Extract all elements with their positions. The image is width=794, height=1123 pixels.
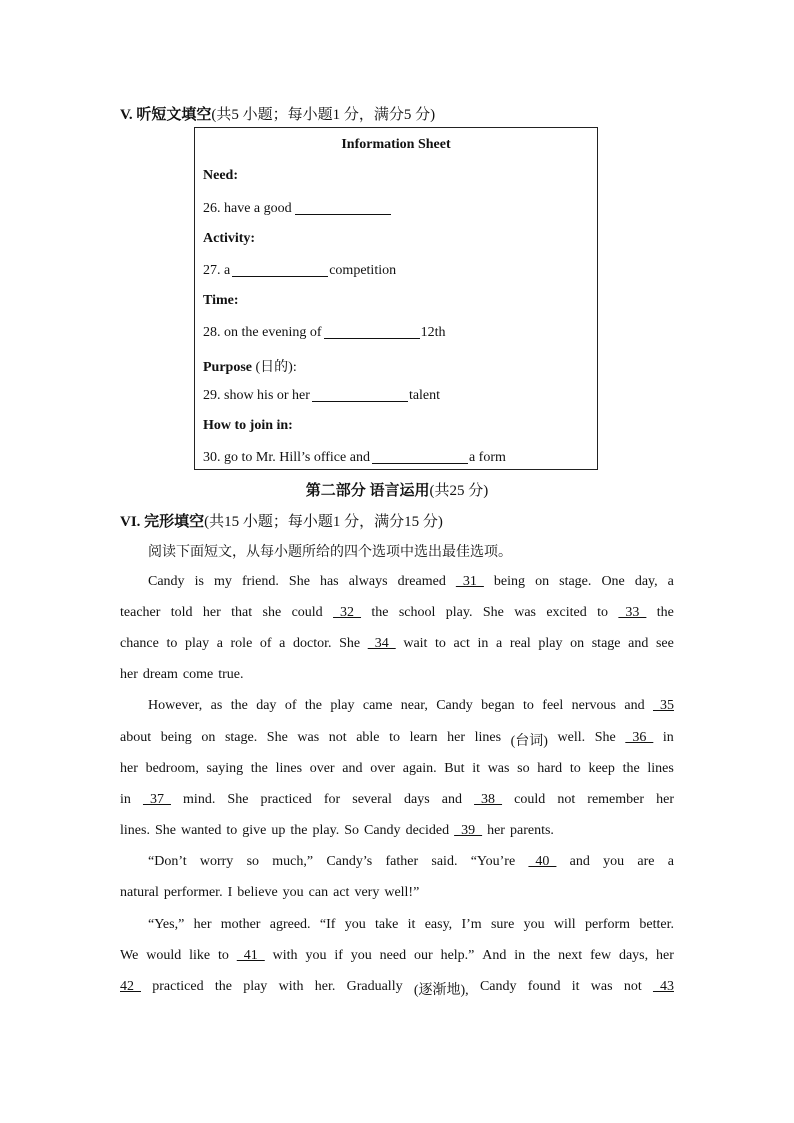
- passage-word: her: [447, 730, 466, 745]
- passage-word: school: [398, 605, 436, 620]
- blank-number[interactable]: 32: [333, 605, 362, 620]
- passage-word: to: [569, 761, 581, 776]
- section-5-note: (共5 小题；每小题1 分，满分5 分): [211, 107, 436, 123]
- passage-word: chance: [120, 636, 159, 651]
- passage-word: play.: [312, 823, 340, 838]
- passage-word: our: [414, 948, 433, 963]
- passage-word: a: [667, 854, 674, 869]
- passage-word: take: [375, 917, 399, 932]
- passage-word: on: [201, 730, 216, 745]
- passage-word: her: [120, 667, 138, 682]
- passage-word: lines: [474, 730, 502, 745]
- activity-label: Activity:: [203, 231, 256, 246]
- purpose-label: Purpose: [203, 360, 252, 375]
- passage-word: nervous: [571, 698, 616, 713]
- passage-word: not: [623, 979, 642, 994]
- passage-word: a: [667, 574, 674, 589]
- passage-word: She: [482, 605, 504, 620]
- passage-word: to: [217, 948, 229, 963]
- passage-word: you: [523, 917, 545, 932]
- passage-word: stage.: [559, 574, 592, 589]
- passage-word: practiced: [152, 979, 204, 994]
- passage-word: to: [166, 636, 178, 651]
- passage-word: But: [444, 761, 465, 776]
- passage-word: in: [477, 636, 489, 651]
- passage-word: better.: [639, 917, 674, 932]
- passage-word: not: [328, 730, 347, 745]
- join-label: How to join in:: [203, 418, 293, 433]
- passage-word: the: [622, 761, 640, 776]
- passage-word: few: [590, 948, 612, 963]
- passage-word: day: [256, 698, 277, 713]
- passage-word: lines: [275, 761, 303, 776]
- passage-word: “Don’t: [148, 854, 187, 869]
- passage-word: in: [120, 792, 131, 807]
- passage-word: so: [517, 761, 530, 776]
- passage-word: well.: [557, 730, 586, 745]
- passage-word: much,”: [272, 854, 314, 869]
- passage-word: keep: [588, 761, 615, 776]
- passage-word: play: [330, 698, 355, 713]
- item-29-post: talent: [408, 388, 441, 403]
- passage-word: need: [379, 948, 407, 963]
- passage-word: her: [656, 792, 674, 807]
- passage-word: to: [226, 823, 238, 838]
- passage-word: near,: [400, 698, 428, 713]
- passage-word: always: [348, 574, 388, 589]
- passage-word: you: [603, 854, 625, 869]
- passage-word: has: [319, 574, 339, 589]
- passage-word: (台词): [510, 734, 548, 749]
- passage-word: my: [214, 574, 232, 589]
- blank-number[interactable]: 38: [474, 792, 503, 807]
- passage-word: very: [354, 885, 380, 900]
- passage-word: found: [527, 979, 561, 994]
- passage-word: (逐渐地),: [413, 983, 469, 998]
- blank-number[interactable]: 34: [367, 636, 396, 651]
- passage-word: you: [282, 885, 304, 900]
- passage-word: teacher: [120, 605, 161, 620]
- passage-word: Candy’s: [326, 854, 373, 869]
- passage-word: play: [538, 636, 563, 651]
- passage-line: [148, 698, 674, 714]
- passage-word: agreed.: [269, 917, 311, 932]
- blank-number[interactable]: 42: [120, 979, 141, 994]
- passage-word: She: [594, 730, 616, 745]
- passage-word: saying: [206, 761, 244, 776]
- passage-line: [148, 917, 674, 933]
- passage-word: She: [227, 792, 249, 807]
- time-label: Time:: [203, 293, 239, 308]
- passage-word: to: [597, 605, 609, 620]
- passage-word: could: [291, 605, 323, 620]
- blank-29[interactable]: [312, 387, 408, 402]
- passage-word: was: [487, 761, 510, 776]
- passage-word: parents.: [509, 823, 554, 838]
- passage-word: the: [533, 948, 551, 963]
- passage-word: She: [266, 730, 288, 745]
- passage-word: She: [339, 636, 361, 651]
- passage-line: [120, 979, 674, 999]
- passage-word: and: [569, 854, 590, 869]
- blank-26[interactable]: [295, 200, 391, 215]
- purpose-row: [203, 356, 297, 376]
- item-28: [203, 324, 445, 341]
- passage-word: So: [344, 823, 359, 838]
- passage-word: she: [262, 605, 282, 620]
- passage-word: I’m: [461, 917, 482, 932]
- blank-27[interactable]: [232, 262, 328, 277]
- passage-line: [120, 823, 674, 839]
- passage-word: to: [389, 730, 400, 745]
- passage-word: “If: [319, 917, 336, 932]
- passage-word: to: [523, 698, 534, 713]
- passage-word: began: [481, 698, 515, 713]
- passage-word: natural: [120, 885, 159, 900]
- passage-word: it: [571, 979, 580, 994]
- passage-word: being: [493, 574, 526, 589]
- passage-word: was: [297, 730, 320, 745]
- passage-word: Candy: [148, 574, 185, 589]
- passage-word: mind.: [183, 792, 216, 807]
- passage-word: doctor.: [293, 636, 332, 651]
- cloze-instruction: 阅读下面短文，从每小题所给的四个选项中选出最佳选项。: [148, 545, 512, 560]
- item-27-pre: 27. a: [203, 263, 231, 278]
- passage-word: worry: [199, 854, 234, 869]
- passage-word: act: [453, 636, 470, 651]
- passage-word: are: [637, 854, 655, 869]
- blank-number[interactable]: 40: [528, 854, 557, 869]
- passage-word: for: [323, 792, 341, 807]
- item-30-pre: 30. go to Mr. Hill’s office and: [203, 450, 370, 465]
- section-6-title: [120, 510, 443, 531]
- passage-word: again.: [402, 761, 437, 776]
- passage-word: as: [210, 698, 223, 713]
- passage-word: play: [243, 979, 268, 994]
- passage-word: her.: [314, 979, 336, 994]
- passage-word: dream: [142, 667, 178, 682]
- passage-word: the: [371, 605, 389, 620]
- passage-word: And: [482, 948, 507, 963]
- blank-number[interactable]: 43: [652, 979, 674, 994]
- section-5-heading: V. 听短文填空: [120, 107, 212, 123]
- purpose-note: (日的):: [252, 360, 297, 375]
- passage-line: [120, 792, 674, 808]
- passage-word: play: [184, 636, 210, 651]
- passage-word: lines: [647, 761, 674, 776]
- blank-number[interactable]: 35: [652, 698, 674, 713]
- passage-word: However,: [148, 698, 203, 713]
- passage-line: [120, 636, 674, 652]
- passage-word: was: [514, 605, 536, 620]
- passage-word: you: [305, 948, 327, 963]
- passage-word: and: [628, 636, 649, 651]
- item-30-post: a form: [468, 450, 506, 465]
- passage-word: it: [407, 917, 416, 932]
- passage-word: that: [231, 605, 253, 620]
- passage-word: of: [259, 636, 272, 651]
- passage-word: She: [288, 574, 310, 589]
- passage-word: perform: [584, 917, 631, 932]
- passage-word: so: [246, 854, 260, 869]
- passage-word: act: [333, 885, 350, 900]
- passage-word: her: [193, 917, 212, 932]
- passage-word: next: [558, 948, 583, 963]
- passage-word: feel: [542, 698, 564, 713]
- passage-word: well!”: [384, 885, 420, 900]
- passage-word: stage: [591, 636, 621, 651]
- passage-word: her: [656, 948, 674, 963]
- passage-word: performer.: [163, 885, 223, 900]
- passage-word: Gradually: [346, 979, 403, 994]
- passage-line: [120, 885, 674, 901]
- passage-word: the: [304, 698, 322, 713]
- passage-word: her: [202, 605, 221, 620]
- item-28-pre: 28. on the evening of: [203, 325, 322, 340]
- passage-word: Candy: [436, 698, 473, 713]
- passage-word: learn: [409, 730, 438, 745]
- passage-word: hard: [537, 761, 563, 776]
- item-29-pre: 29. show his or her: [203, 388, 310, 403]
- passage-word: see: [655, 636, 674, 651]
- passage-word: and: [441, 792, 462, 807]
- passage-word: days: [404, 792, 430, 807]
- passage-word: remember: [587, 792, 645, 807]
- passage-word: with: [272, 948, 298, 963]
- passage-word: like: [189, 948, 211, 963]
- passage-word: sure: [490, 917, 515, 932]
- blank-number[interactable]: 37: [142, 792, 171, 807]
- passage-word: able: [356, 730, 380, 745]
- passage-line: [148, 574, 674, 590]
- passage-word: would: [146, 948, 182, 963]
- passage-word: it: [472, 761, 480, 776]
- passage-word: of: [284, 698, 297, 713]
- passage-word: over: [370, 761, 396, 776]
- item-28-post: 12th: [420, 325, 446, 340]
- item-27: [203, 262, 396, 279]
- passage-word: days,: [618, 948, 649, 963]
- blank-number[interactable]: 33: [618, 605, 647, 620]
- need-label: Need:: [203, 168, 238, 183]
- part-2-title: [0, 479, 794, 500]
- passage-word: practiced: [260, 792, 312, 807]
- passage-word: the: [250, 761, 268, 776]
- sheet-header: Information Sheet: [341, 137, 451, 152]
- passage-word: One: [601, 574, 625, 589]
- passage-word: and: [342, 761, 363, 776]
- passage-word: Candy: [479, 979, 517, 994]
- passage-word: several: [352, 792, 392, 807]
- passage-word: said.: [431, 854, 458, 869]
- passage-line: [120, 667, 674, 683]
- passage-word: Candy: [364, 823, 401, 838]
- passage-word: and: [624, 698, 645, 713]
- passage-word: bedroom,: [145, 761, 199, 776]
- passage-word: give: [242, 823, 267, 838]
- passage-word: dreamed: [397, 574, 446, 589]
- passage-word: friend.: [241, 574, 279, 589]
- passage-word: the: [656, 605, 674, 620]
- passage-word: believe: [237, 885, 278, 900]
- passage-word: her: [120, 761, 138, 776]
- passage-word: wanted: [180, 823, 222, 838]
- blank-28[interactable]: [324, 324, 420, 339]
- section-6-heading: VI. 完形填空: [120, 514, 205, 530]
- passage-word: I: [227, 885, 233, 900]
- item-26-text: 26. have a good: [203, 201, 292, 216]
- blank-30[interactable]: [372, 449, 468, 464]
- passage-word: if: [334, 948, 343, 963]
- passage-word: with: [278, 979, 304, 994]
- passage-word: excited: [546, 605, 587, 620]
- passage-word: help.”: [440, 948, 475, 963]
- blank-number[interactable]: 41: [236, 948, 265, 963]
- part-2-note: (共25 分): [429, 483, 489, 499]
- passage-word: “Yes,”: [148, 917, 185, 932]
- passage-word: a: [495, 636, 503, 651]
- passage-word: “You’re: [470, 854, 516, 869]
- passage-word: We: [120, 948, 139, 963]
- passage-word: told: [170, 605, 193, 620]
- passage-word: the: [214, 979, 232, 994]
- passage-word: father: [385, 854, 419, 869]
- item-29: [203, 387, 440, 404]
- passage-word: in: [662, 730, 674, 745]
- item-26: [203, 200, 391, 217]
- passage-word: the: [290, 823, 308, 838]
- passage-word: role: [230, 636, 253, 651]
- passage-word: come: [182, 667, 214, 682]
- passage-word: will: [553, 917, 576, 932]
- passage-word: play.: [445, 605, 473, 620]
- blank-number[interactable]: 31: [455, 574, 484, 589]
- passage-word: day,: [634, 574, 658, 589]
- item-30: [203, 449, 506, 466]
- part-2-heading: 第二部分 语言运用: [305, 483, 430, 499]
- passage-word: about: [120, 730, 152, 745]
- passage-word: on: [535, 574, 550, 589]
- passage-word: She: [154, 823, 176, 838]
- passage-word: a: [216, 636, 223, 651]
- section-6-note: (共15 小题；每小题1 分，满分15 分): [204, 514, 443, 530]
- information-sheet-table: [194, 127, 598, 470]
- passage-word: being: [160, 730, 192, 745]
- passage-word: the: [230, 698, 248, 713]
- passage-line: [120, 948, 674, 964]
- passage-word: can: [308, 885, 329, 900]
- passage-line: [120, 605, 674, 621]
- passage-line: [120, 761, 674, 777]
- passage-word: not: [557, 792, 576, 807]
- item-27-post: competition: [329, 263, 397, 278]
- passage-word: over: [309, 761, 335, 776]
- passage-word: lines.: [120, 823, 150, 838]
- passage-word: real: [509, 636, 531, 651]
- section-5-title: [120, 103, 435, 124]
- passage-word: true.: [218, 667, 244, 682]
- passage-word: in: [514, 948, 526, 963]
- passage-line: [120, 730, 674, 750]
- passage-word: could: [514, 792, 546, 807]
- passage-line: [148, 854, 674, 870]
- passage-word: stage.: [224, 730, 258, 745]
- passage-word: you: [350, 948, 372, 963]
- blank-number[interactable]: 36: [625, 730, 654, 745]
- passage-word: mother: [220, 917, 261, 932]
- passage-word: was: [590, 979, 613, 994]
- passage-word: is: [194, 574, 204, 589]
- passage-word: to: [435, 636, 446, 651]
- passage-word: easy,: [424, 917, 453, 932]
- passage-word: a: [279, 636, 286, 651]
- passage-word: on: [570, 636, 585, 651]
- passage-word: wait: [403, 636, 428, 651]
- passage-word: came: [362, 698, 393, 713]
- passage-word: her: [487, 823, 505, 838]
- passage-word: decided: [405, 823, 450, 838]
- blank-number[interactable]: 39: [454, 823, 483, 838]
- passage-word: you: [344, 917, 366, 932]
- passage-word: up: [271, 823, 286, 838]
